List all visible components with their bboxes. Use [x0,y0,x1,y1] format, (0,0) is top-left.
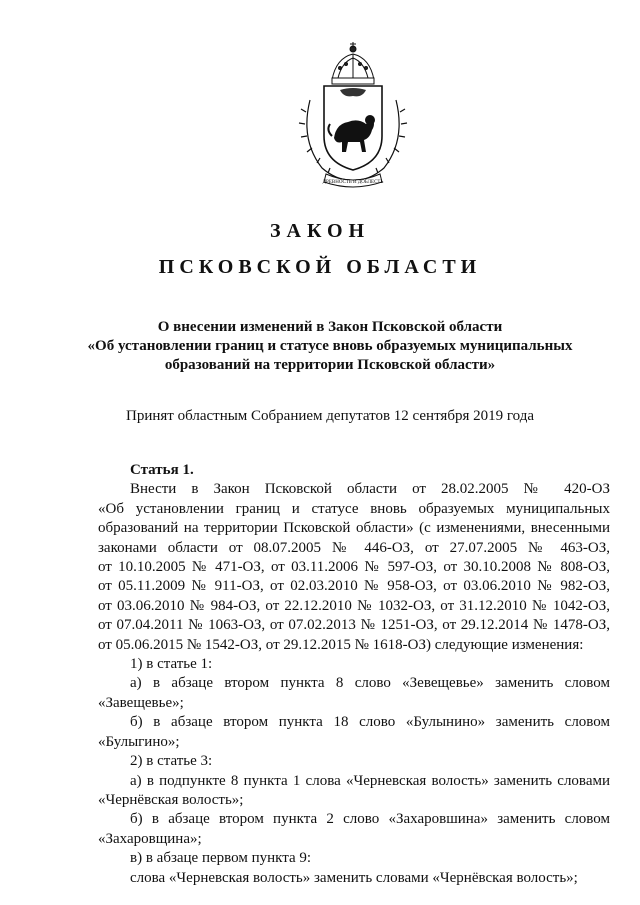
article-line: от 07.04.2011 № 1063-ОЗ, от 07.02.2013 № 1251-ОЗ, от 29.12.2014 № 1478-ОЗ, [98,617,610,634]
subject-line-3: образований на территории Псковской области» [164,357,496,373]
article-item-line: б) в абзаце втором пункта 18 слово «Булынино» заменить словом [130,714,610,731]
subject-line-2: «Об установлении границ и статусе вновь образуемых муниципальных [87,338,573,354]
pskov-coat-of-arms-icon [292,40,414,190]
article-line: Внести в Закон Псковской области от 28.02.2005 № 420-ОЗ [130,481,610,498]
article-item-line: «Чернёвская волость»; [98,791,244,808]
adoption-statement: Принят областным Собранием депутатов 12 сентября 2019 года [125,408,535,424]
article-line: от 10.10.2005 № 471-ОЗ, от 03.11.2006 № 597-ОЗ, от 30.10.2008 № 808-ОЗ, [98,559,610,576]
article-line: образований на территории Псковской области» (с изменениями, внесенными [98,520,610,537]
region-title: ПСКОВСКОЙ ОБЛАСТИ [158,256,482,278]
article-item-line: а) в абзаце втором пункта 8 слово «Зевещевье» заменить словом [130,675,610,692]
article-body [98,461,610,888]
law-subject [80,318,580,375]
emblem-ribbon-text: ДРЕВНОСТЬ И ДОБЛЕСТЬ [322,180,384,185]
article-item-line: б) в абзаце втором пункта 2 слово «Захаровшина» заменить словом [130,811,610,828]
article-line: законами области от 08.07.2005 № 446-ОЗ, от 27.07.2005 № 463-ОЗ, [98,539,610,556]
article-item-line: слова «Черневская волость» заменить словами «Чернёвская волость»; [130,869,578,886]
article-line: от 05.11.2009 № 911-ОЗ, от 02.03.2010 № 958-ОЗ, от 03.06.2010 № 982-ОЗ, [98,578,610,595]
law-title: ЗАКОН [269,220,371,242]
article-line: от 03.06.2010 № 984-ОЗ, от 22.12.2010 № 1032-ОЗ, от 31.12.2010 № 1042-ОЗ, [98,597,610,614]
article-heading: Статья 1. [130,462,194,478]
article-item-line: «Завещевье»; [98,694,184,711]
article-item-line: «Булыгино»; [98,733,180,750]
article-item-line: «Захаровщина»; [98,830,202,847]
article-item-line: а) в подпункте 8 пункта 1 слова «Черневская волость» заменить словами [130,772,610,789]
article-item-line: 1) в статье 1: [130,656,213,673]
article-line: от 05.06.2015 № 1542-ОЗ, от 29.12.2015 № 1618-ОЗ) следующие изменения: [98,636,584,653]
article-item-line: 2) в статье 3: [130,753,213,770]
subject-line-1: О внесении изменений в Закон Псковской области [157,319,503,335]
article-item-line: в) в абзаце первом пункта 9: [130,850,312,867]
article-line: «Об установлении границ и статусе вновь образуемых муниципальных [98,500,610,517]
